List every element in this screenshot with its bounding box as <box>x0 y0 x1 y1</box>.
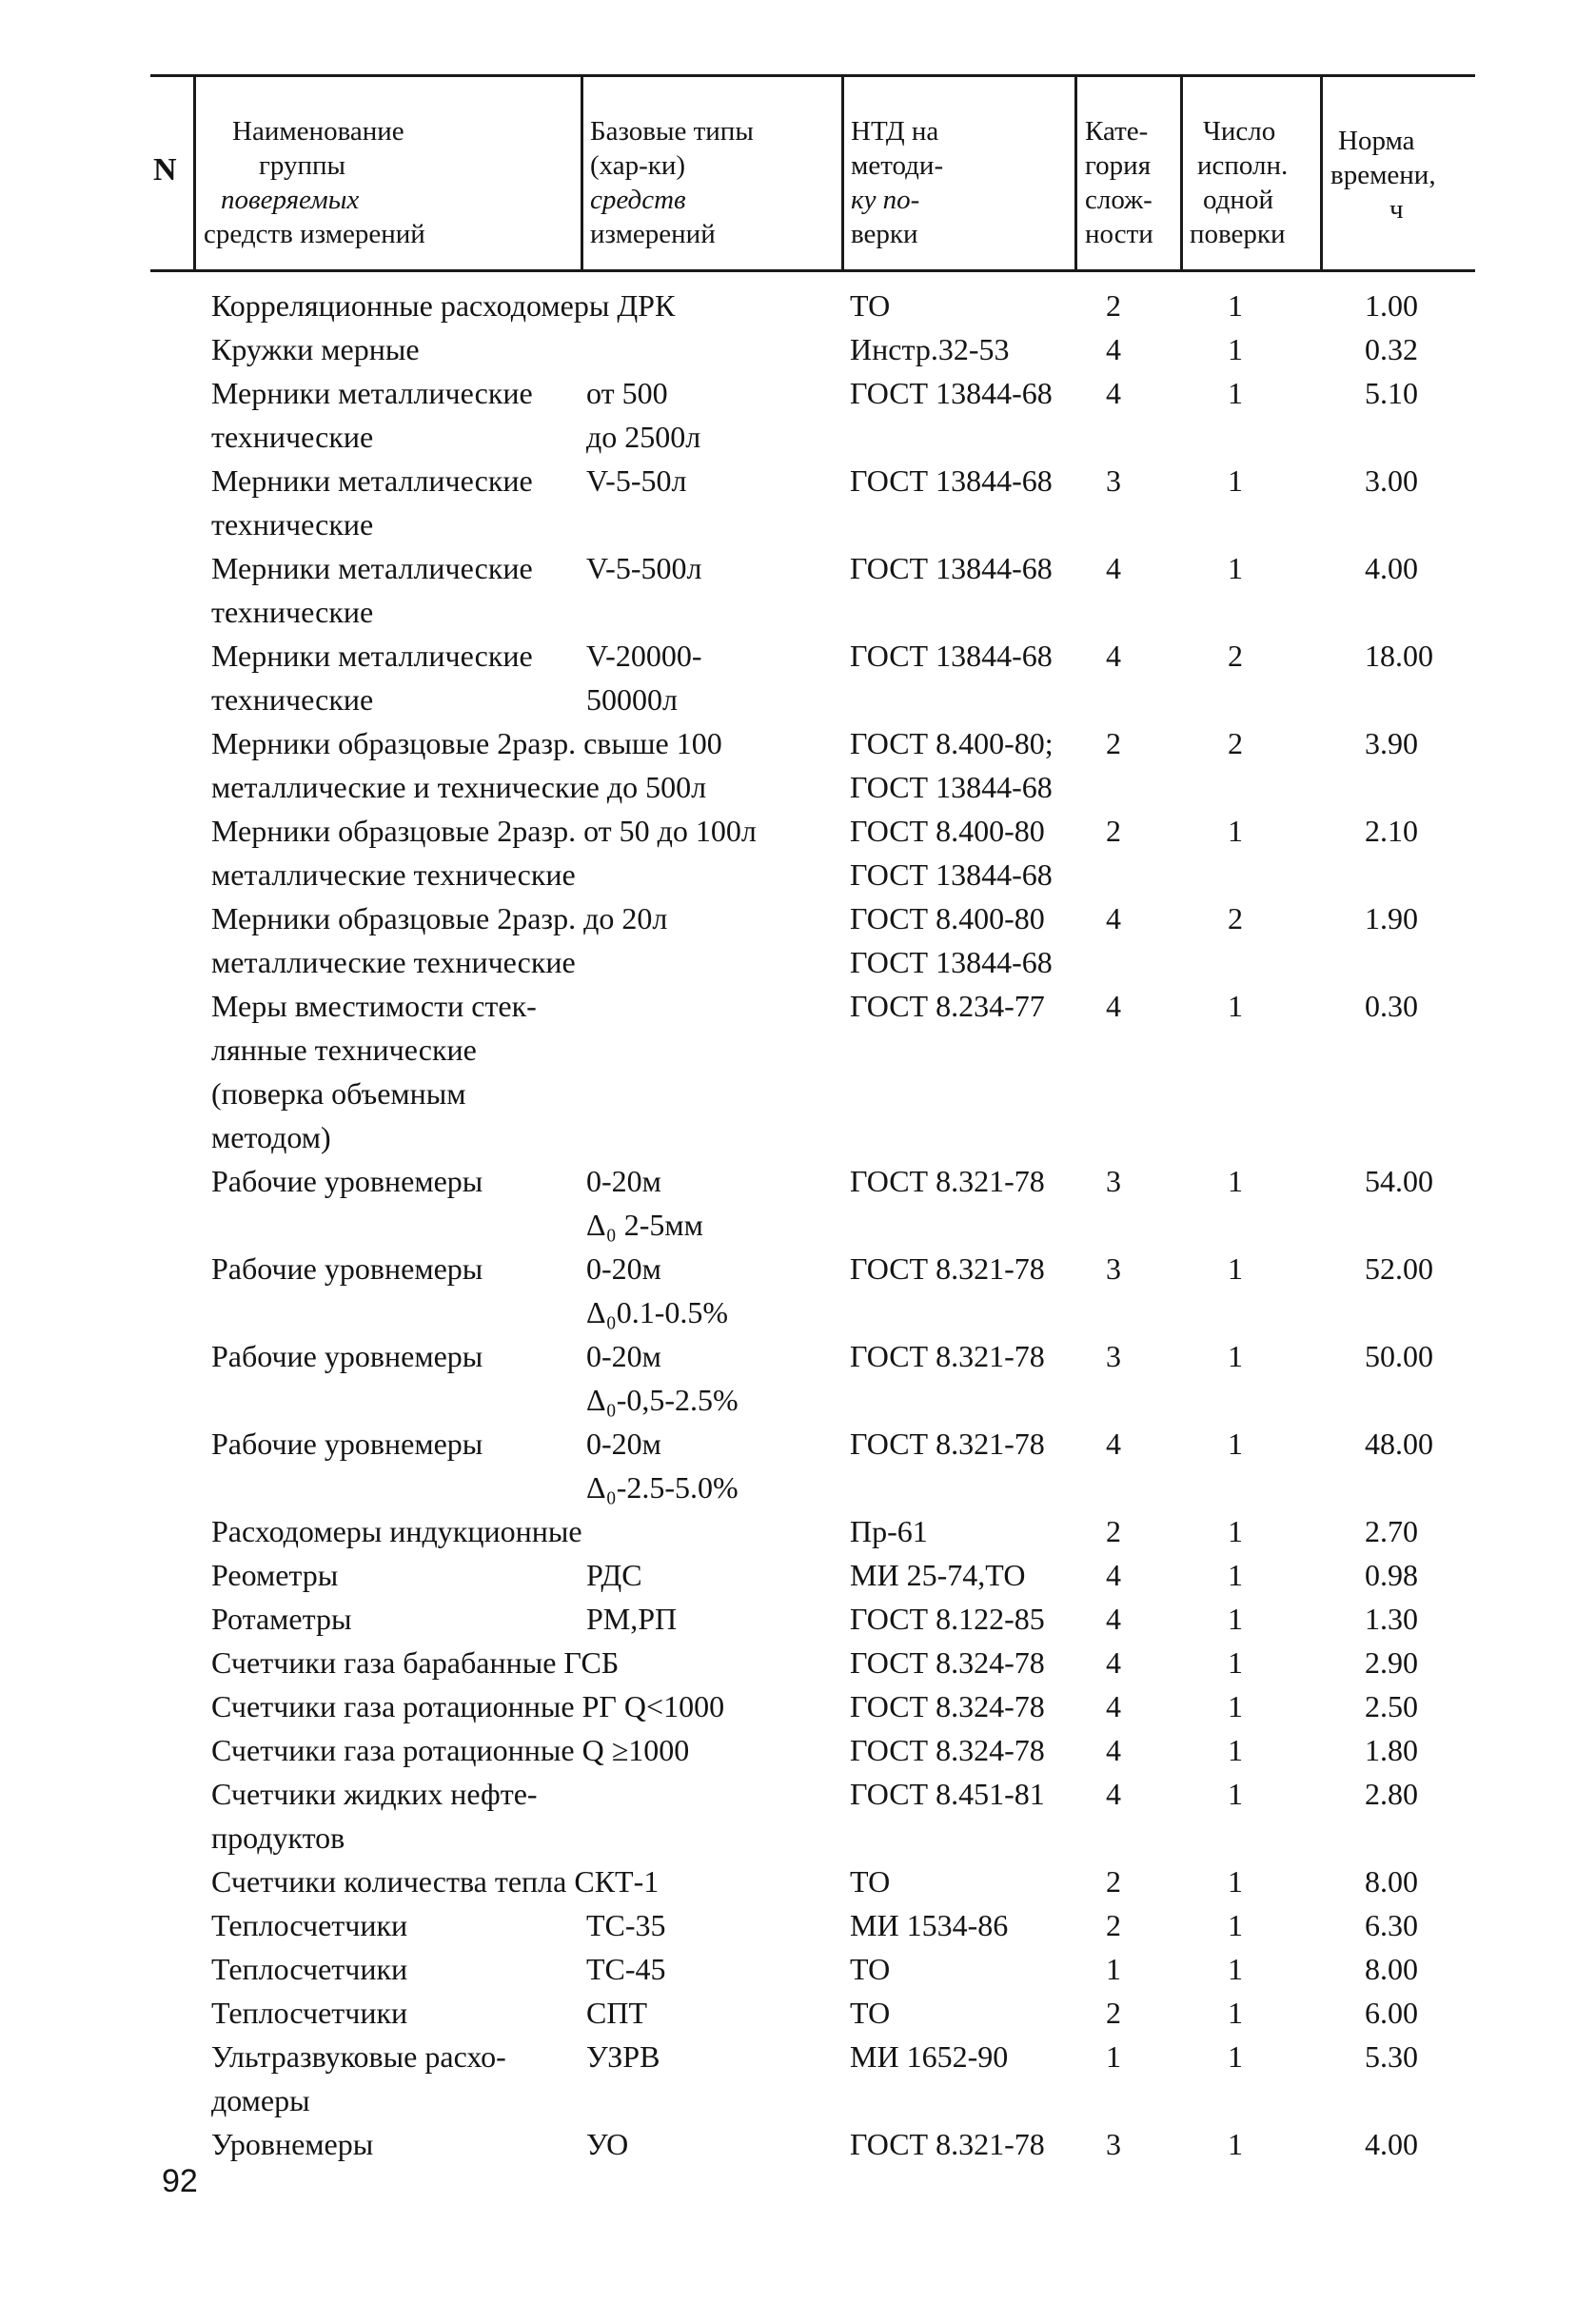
row-count: 1 <box>1228 1689 1243 1723</box>
row-ntd <box>850 284 1078 327</box>
row-ntd-line: Пр-61 <box>850 1514 928 1548</box>
row-name-line: Мерники образцовые 2разр. от 50 до 100л <box>211 814 757 848</box>
row-ntd-line: ГОСТ 8.234-77 <box>850 989 1045 1023</box>
row-name-line: Теплосчетчики <box>211 1952 408 1986</box>
row-name <box>211 1247 592 1290</box>
row-types <box>586 1991 834 2035</box>
row-name <box>211 327 592 371</box>
row-norm: 4.00 <box>1365 2127 1418 2161</box>
row-count: 1 <box>1228 2039 1243 2074</box>
row-ntd <box>850 1641 1078 1684</box>
row-types <box>586 459 834 502</box>
row-ntd-line: ГОСТ 8.324-78 <box>850 1733 1045 1767</box>
row-ntd-line: ГОСТ 8.400-80 <box>850 901 1045 935</box>
row-name <box>211 984 592 1159</box>
row-count: 1 <box>1228 814 1243 848</box>
header-count-line: исполн. <box>1197 150 1289 181</box>
row-name-line: Рабочие уровнемеры <box>211 1339 483 1373</box>
row-types <box>586 2035 834 2078</box>
row-ntd-line: ГОСТ 13844-68 <box>850 770 1053 804</box>
row-ntd <box>850 2035 1078 2078</box>
header-types-line: Базовые типы <box>590 116 754 147</box>
row-types <box>586 2122 834 2166</box>
row-name-line: металлические технические <box>211 945 576 979</box>
row-norm: 2.70 <box>1365 1514 1418 1548</box>
row-ntd-line: ГОСТ 13844-68 <box>850 376 1053 410</box>
row-norm: 1.90 <box>1365 901 1418 935</box>
row-ntd-line: ГОСТ 8.324-78 <box>850 1689 1045 1723</box>
row-norm: 3.90 <box>1365 726 1418 760</box>
row-count: 1 <box>1228 376 1243 410</box>
row-name <box>211 1553 592 1597</box>
row-types <box>586 1334 834 1422</box>
row-types <box>586 1553 834 1597</box>
row-norm: 3.00 <box>1365 463 1418 498</box>
row-ntd <box>850 1947 1078 1991</box>
row-norm: 2.90 <box>1365 1645 1418 1680</box>
header-name-line: средств измерений <box>204 219 425 249</box>
row-types-line: ТС-35 <box>586 1908 666 1942</box>
header-name-line: Наименование <box>232 116 404 147</box>
row-count: 1 <box>1228 1164 1243 1198</box>
row-ntd-line: ГОСТ 8.321-78 <box>850 1427 1045 1461</box>
header-divider-6 <box>1320 74 1323 269</box>
row-name-line: Мерники образцовые 2разр. свыше 100 <box>211 726 722 760</box>
row-name <box>211 1772 592 1860</box>
row-ntd-line: МИ 1534-86 <box>850 1908 1009 1942</box>
header-name-line: группы <box>259 150 346 181</box>
row-ntd-line: ГОСТ 8.321-78 <box>850 2127 1045 2161</box>
row-types-line: 0-20м <box>586 1251 661 1286</box>
row-category: 3 <box>1106 1164 1121 1198</box>
row-name <box>211 284 676 327</box>
row-ntd <box>850 1422 1078 1466</box>
header-divider-1 <box>193 74 196 269</box>
row-category: 2 <box>1106 288 1121 323</box>
row-types-line: Δ₀ 2-5мм <box>586 1208 703 1242</box>
header-category-line: гория <box>1085 150 1152 181</box>
row-category: 4 <box>1106 1733 1121 1767</box>
row-ntd-line: ТО <box>850 1864 891 1899</box>
row-ntd-line: Инстр.32-53 <box>850 332 1010 366</box>
row-ntd-line: ГОСТ 8.321-78 <box>850 1164 1045 1198</box>
row-types <box>586 1247 834 1334</box>
row-name-line: Ультразвуковые расхо- <box>211 2039 506 2074</box>
row-norm: 6.00 <box>1365 1996 1418 2030</box>
row-name-line: Кружки мерные <box>211 332 420 366</box>
row-norm: 54.00 <box>1365 1164 1433 1198</box>
header-count <box>1190 114 1319 251</box>
row-count: 1 <box>1228 1514 1243 1548</box>
header-divider-2 <box>581 74 583 269</box>
row-name-line: домеры <box>211 2083 310 2117</box>
row-name-line: технические <box>211 682 374 717</box>
row-ntd-line: ГОСТ 8.321-78 <box>850 1251 1045 1286</box>
row-ntd <box>850 546 1078 590</box>
row-name-line: Рабочие уровнемеры <box>211 1164 483 1198</box>
row-count: 1 <box>1228 1908 1243 1942</box>
row-name-line: металлические технические <box>211 857 576 892</box>
row-types-line: 0-20м <box>586 1164 661 1198</box>
row-name-line: Счетчики газа барабанные ГСБ <box>211 1645 620 1680</box>
row-name <box>211 1641 620 1684</box>
header-divider-4 <box>1074 74 1077 269</box>
row-category: 4 <box>1106 376 1121 410</box>
row-name <box>211 1684 725 1728</box>
row-category: 4 <box>1106 901 1121 935</box>
row-category: 2 <box>1106 1996 1121 2030</box>
row-norm: 48.00 <box>1365 1427 1433 1461</box>
row-name-line: Рабочие уровнемеры <box>211 1251 483 1286</box>
row-name <box>211 1903 592 1947</box>
row-ntd <box>850 1509 1078 1553</box>
row-ntd <box>850 1860 1078 1903</box>
row-name <box>211 896 668 984</box>
row-name <box>211 1860 660 1903</box>
row-name-line: технические <box>211 507 374 541</box>
row-norm: 0.32 <box>1365 332 1418 366</box>
header-ntd-line: ку по- <box>851 185 920 215</box>
row-name-line: металлические и технические до 500л <box>211 770 707 804</box>
row-ntd <box>850 1684 1078 1728</box>
row-name <box>211 2122 592 2166</box>
row-category: 2 <box>1106 726 1121 760</box>
row-category: 3 <box>1106 463 1121 498</box>
row-count: 1 <box>1228 1996 1243 2030</box>
row-category: 2 <box>1106 1514 1121 1548</box>
row-ntd-line: ГОСТ 13844-68 <box>850 551 1053 585</box>
header-types-line: средств <box>590 185 686 215</box>
row-category: 3 <box>1106 1339 1121 1373</box>
row-name-line: Ротаметры <box>211 1602 352 1636</box>
header-divider-5 <box>1180 74 1183 269</box>
row-ntd <box>850 371 1078 415</box>
header-name <box>204 114 575 251</box>
row-ntd <box>850 459 1078 502</box>
row-types-line: 0-20м <box>586 1427 661 1461</box>
row-types-line: РМ,РП <box>586 1602 678 1636</box>
row-name <box>211 2035 592 2122</box>
row-norm: 6.30 <box>1365 1908 1418 1942</box>
row-ntd <box>850 809 1078 896</box>
row-name-line: Мерники металлические <box>211 551 533 585</box>
row-ntd <box>850 1553 1078 1597</box>
row-name-line: Счетчики газа ротационные РГ Q<1000 <box>211 1689 725 1723</box>
row-name-line: Рабочие уровнемеры <box>211 1427 483 1461</box>
header-category-line: Кате- <box>1085 116 1149 147</box>
row-category: 2 <box>1106 1864 1121 1899</box>
header-ntd-line: НТД на <box>851 116 939 147</box>
row-category: 4 <box>1106 1645 1121 1680</box>
row-count: 1 <box>1228 1952 1243 1986</box>
row-ntd <box>850 2122 1078 2166</box>
row-norm: 8.00 <box>1365 1952 1418 1986</box>
row-name-line: методом) <box>211 1120 331 1154</box>
row-types <box>586 634 834 721</box>
header-types-line: (хар-ки) <box>590 150 686 181</box>
row-count: 1 <box>1228 1777 1243 1811</box>
row-ntd-line: ГОСТ 8.321-78 <box>850 1339 1045 1373</box>
row-category: 4 <box>1106 551 1121 585</box>
row-count: 2 <box>1228 726 1243 760</box>
row-types <box>586 371 834 459</box>
row-name-line: продуктов <box>211 1821 345 1855</box>
row-category: 4 <box>1106 1777 1121 1811</box>
row-ntd <box>850 1247 1078 1290</box>
row-count: 1 <box>1228 1645 1243 1680</box>
row-norm: 0.98 <box>1365 1558 1418 1592</box>
row-ntd-line: МИ 1652-90 <box>850 2039 1009 2074</box>
row-count: 1 <box>1228 551 1243 585</box>
row-norm: 2.50 <box>1365 1689 1418 1723</box>
row-name-line: Теплосчетчики <box>211 1908 408 1942</box>
row-count: 1 <box>1228 989 1243 1023</box>
header-category-line: слож- <box>1085 185 1153 215</box>
header-count-line: Число <box>1203 116 1276 147</box>
row-types <box>586 1947 834 1991</box>
row-name-line: Меры вместимости стек- <box>211 989 537 1023</box>
row-count: 2 <box>1228 639 1243 673</box>
row-name-line: Мерники металлические <box>211 376 533 410</box>
row-name <box>211 1509 592 1553</box>
row-types-line: 50000л <box>586 682 678 717</box>
row-ntd <box>850 1903 1078 1947</box>
row-name <box>211 371 592 459</box>
row-norm: 2.80 <box>1365 1777 1418 1811</box>
header-ntd <box>851 114 1072 251</box>
row-types <box>586 1903 834 1947</box>
row-count: 1 <box>1228 1602 1243 1636</box>
row-ntd <box>850 984 1078 1028</box>
header-ntd-line: методи- <box>851 150 944 181</box>
row-name-line: технические <box>211 595 374 629</box>
row-category: 4 <box>1106 1602 1121 1636</box>
table-top-rule <box>150 74 1475 77</box>
row-name-line: Реометры <box>211 1558 339 1592</box>
header-norm-line: времени, <box>1330 160 1436 190</box>
row-count: 1 <box>1228 1558 1243 1592</box>
row-ntd-line: ГОСТ 13844-68 <box>850 639 1053 673</box>
row-types <box>586 1597 834 1641</box>
row-ntd-line: ГОСТ 8.324-78 <box>850 1645 1045 1680</box>
row-category: 3 <box>1106 1251 1121 1286</box>
row-ntd <box>850 1772 1078 1816</box>
row-category: 1 <box>1106 2039 1121 2074</box>
row-count: 1 <box>1228 1427 1243 1461</box>
header-category-line: ности <box>1085 219 1153 249</box>
row-name <box>211 721 722 809</box>
row-ntd <box>850 1159 1078 1203</box>
row-ntd-line: ГОСТ 13844-68 <box>850 857 1053 892</box>
row-category: 4 <box>1106 1689 1121 1723</box>
row-types <box>586 546 834 590</box>
header-norm-line: Норма <box>1338 126 1415 156</box>
row-count: 1 <box>1228 332 1243 366</box>
row-name-line: Расходомеры индукционные <box>211 1514 582 1548</box>
row-name <box>211 1991 592 2035</box>
header-norm <box>1330 124 1473 226</box>
row-category: 4 <box>1106 1558 1121 1592</box>
row-count: 1 <box>1228 288 1243 323</box>
row-norm: 52.00 <box>1365 1251 1433 1286</box>
row-ntd-line: ТО <box>850 1996 891 2030</box>
row-ntd <box>850 1991 1078 2035</box>
row-name-line: Уровнемеры <box>211 2127 374 2161</box>
row-ntd-line: МИ 25-74,ТО <box>850 1558 1026 1592</box>
row-ntd-line: ГОСТ 8.400-80; <box>850 726 1054 760</box>
row-types-line: Δ₀0.1-0.5% <box>586 1295 729 1329</box>
row-name-line: Счетчики жидких нефте- <box>211 1777 538 1811</box>
row-category: 3 <box>1106 2127 1121 2161</box>
row-norm: 5.30 <box>1365 2039 1418 2074</box>
row-ntd-line: ГОСТ 8.400-80 <box>850 814 1045 848</box>
row-name-line: (поверка объемным <box>211 1076 466 1111</box>
row-count: 2 <box>1228 901 1243 935</box>
header-name-line: поверяемых <box>221 185 360 215</box>
page-number: 92 <box>162 2163 198 2199</box>
row-norm: 2.10 <box>1365 814 1418 848</box>
row-category: 1 <box>1106 1952 1121 1986</box>
row-count: 1 <box>1228 1251 1243 1286</box>
row-norm: 1.30 <box>1365 1602 1418 1636</box>
row-ntd <box>850 634 1078 678</box>
row-types-line: Δ₀-0,5-2.5% <box>586 1383 739 1417</box>
row-category: 2 <box>1106 1908 1121 1942</box>
row-name-line: Мерники образцовые 2разр. до 20л <box>211 901 668 935</box>
row-name-line: лянные технические <box>211 1033 477 1067</box>
row-types <box>586 1159 834 1247</box>
row-name-line: Теплосчетчики <box>211 1996 408 2030</box>
row-ntd <box>850 1334 1078 1378</box>
row-norm: 4.00 <box>1365 551 1418 585</box>
row-ntd <box>850 1597 1078 1641</box>
row-name <box>211 1597 592 1641</box>
row-types-line: до 2500л <box>586 420 701 454</box>
row-name-line: Корреляционные расходомеры ДРК <box>211 288 676 323</box>
header-divider-3 <box>841 74 844 269</box>
row-name <box>211 1334 592 1378</box>
row-name <box>211 1947 592 1991</box>
row-ntd-line: ГОСТ 8.451-81 <box>850 1777 1045 1811</box>
row-count: 1 <box>1228 2127 1243 2161</box>
row-types-line: V-20000- <box>586 639 702 673</box>
row-norm: 1.80 <box>1365 1733 1418 1767</box>
row-ntd-line: ТО <box>850 1952 891 1986</box>
row-name <box>211 546 592 634</box>
row-types-line: от 500 <box>586 376 668 410</box>
row-name-line: Счетчики газа ротационные Q ≥1000 <box>211 1733 690 1767</box>
row-norm: 18.00 <box>1365 639 1433 673</box>
row-types-line: Δ₀-2.5-5.0% <box>586 1470 739 1505</box>
row-count: 1 <box>1228 1733 1243 1767</box>
row-name <box>211 809 757 896</box>
row-name-line: Мерники металлические <box>211 639 533 673</box>
row-category: 4 <box>1106 989 1121 1023</box>
header-count-line: поверки <box>1190 219 1286 249</box>
row-count: 1 <box>1228 1864 1243 1899</box>
row-name <box>211 634 592 721</box>
row-types-line: СПТ <box>586 1996 647 2030</box>
row-count: 1 <box>1228 463 1243 498</box>
row-ntd <box>850 1728 1078 1772</box>
row-name <box>211 1159 592 1203</box>
row-name-line: Счетчики количества тепла СКТ-1 <box>211 1864 660 1899</box>
row-norm: 0.30 <box>1365 989 1418 1023</box>
row-ntd <box>850 896 1078 984</box>
row-name <box>211 459 592 546</box>
row-types-line: РДС <box>586 1558 642 1592</box>
header-types <box>590 114 839 251</box>
row-types-line: УЗРВ <box>586 2039 660 2074</box>
row-norm: 5.10 <box>1365 376 1418 410</box>
header-types-line: измерений <box>590 219 716 249</box>
row-category: 4 <box>1106 332 1121 366</box>
row-category: 4 <box>1106 639 1121 673</box>
row-ntd-line: ГОСТ 8.122-85 <box>850 1602 1045 1636</box>
row-ntd <box>850 721 1078 809</box>
header-category <box>1085 114 1178 251</box>
row-name <box>211 1728 690 1772</box>
row-count: 1 <box>1228 1339 1243 1373</box>
header-bottom-rule <box>150 269 1475 272</box>
row-ntd-line: ГОСТ 13844-68 <box>850 945 1053 979</box>
row-norm: 8.00 <box>1365 1864 1418 1899</box>
row-ntd <box>850 327 1078 371</box>
row-name-line: технические <box>211 420 374 454</box>
row-types-line: УО <box>586 2127 629 2161</box>
row-types-line: 0-20м <box>586 1339 661 1373</box>
row-name-line: Мерники металлические <box>211 463 533 498</box>
header-count-line: одной <box>1203 185 1273 215</box>
row-category: 4 <box>1106 1427 1121 1461</box>
row-norm: 1.00 <box>1365 288 1418 323</box>
row-name <box>211 1422 592 1466</box>
row-category: 2 <box>1106 814 1121 848</box>
row-ntd-line: ТО <box>850 288 891 323</box>
row-types-line: ТС-45 <box>586 1952 666 1986</box>
row-norm: 50.00 <box>1365 1339 1433 1373</box>
header-norm-line: ч <box>1389 194 1404 225</box>
row-types-line: V-5-500л <box>586 551 702 585</box>
row-ntd-line: ГОСТ 13844-68 <box>850 463 1053 498</box>
header-ntd-line: верки <box>851 219 918 249</box>
header-number: N <box>153 152 177 187</box>
row-types <box>586 1422 834 1509</box>
row-types-line: V-5-50л <box>586 463 687 498</box>
